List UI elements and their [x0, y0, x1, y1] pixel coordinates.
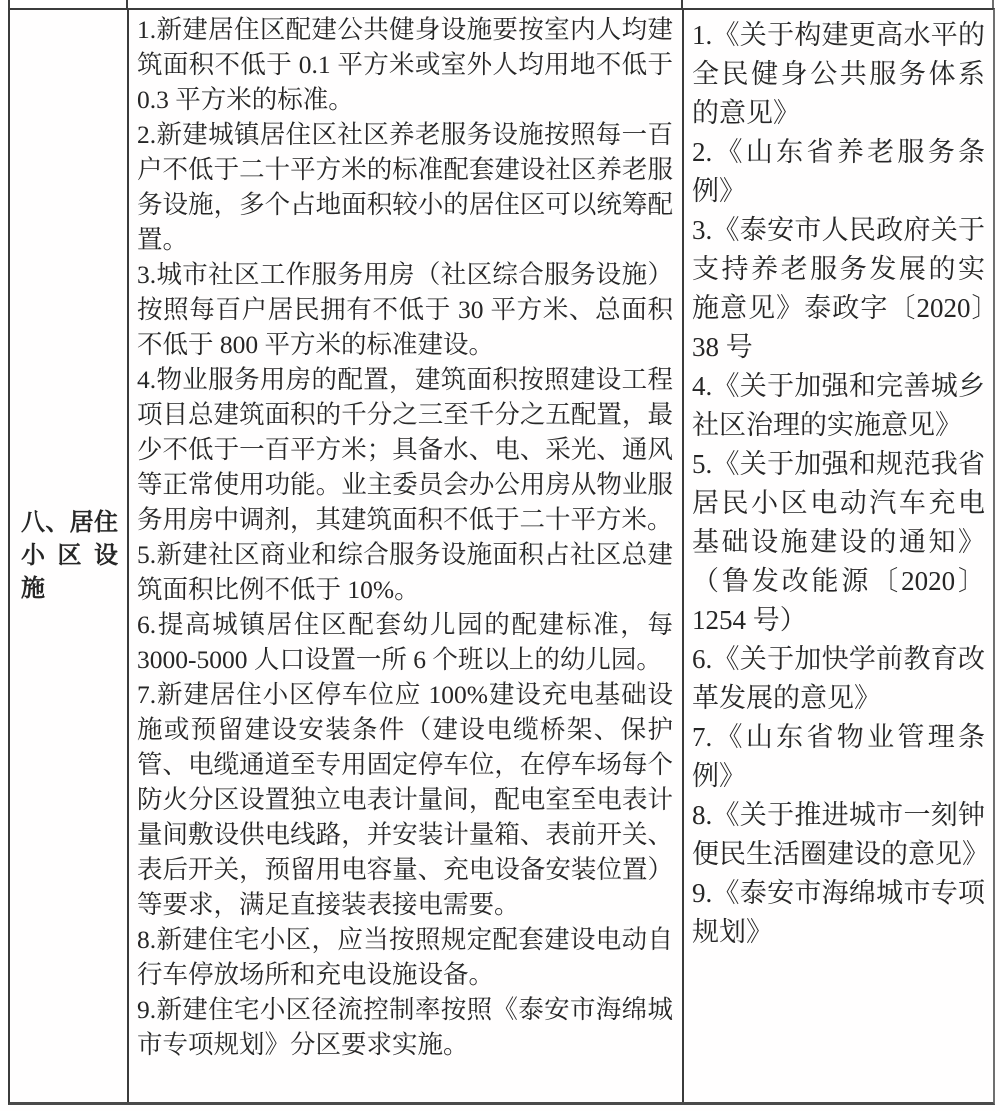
reference-item: 6.《关于加快学前教育改革发展的意见》: [692, 644, 985, 713]
requirement-item: 9.新建住宅小区径流控制率按照《泰安市海绵城市专项规划》分区要求实施。: [137, 995, 673, 1059]
references-cell: [684, 10, 993, 1102]
reference-item: 7.《山东省物业管理条例》: [692, 722, 985, 791]
requirement-item: 8.新建住宅小区，应当按照规定配套建设电动自行车停放场所和充电设施设备。: [137, 925, 673, 989]
requirement-item: 7.新建居住小区停车位应 100%建设充电基础设施或预留建设安装条件（建设电缆桥架、保护管、电缆通道至专用固定停车位，在停车场每个防火分区设置独立电表计量间，配电室至电表计量间敷设供电线路，并安装计量箱、表前开关、表后开关，预留用电容量、充电设备安装位置）等要求，满足直接装表接电需要。: [137, 680, 673, 919]
table-row-residential-facilities: [8, 8, 995, 1105]
row-header-cell: [10, 10, 129, 1102]
requirement-item: 2.新建城镇居住区社区养老服务设施按照每一百户不低于二十平方米的标准配套建设社区养老服务设施，多个占地面积较小的居住区可以统筹配置。: [137, 120, 673, 254]
row-header-line: 小区设: [21, 542, 118, 569]
requirement-item: 1.新建居住区配建公共健身设施要按室内人均建筑面积不低于 0.1 平方米或室外人均用地不低于 0.3 平方米的标准。: [137, 15, 673, 114]
row-header-label: [21, 507, 118, 606]
reference-item: 5.《关于加强和规范我省居民小区电动汽车充电基础设施建设的通知》（鲁发改能源〔2020〕1254 号）: [692, 449, 985, 635]
row-header-line: 八、居住: [21, 509, 118, 536]
reference-item: 4.《关于加强和完善城乡社区治理的实施意见》: [692, 371, 985, 440]
row-header-line: 施: [21, 575, 45, 602]
requirement-item: 6.提高城镇居住区配套幼儿园的配建标准，每 3000-5000 人口设置一所 6 个班以上的幼儿园。: [137, 610, 673, 674]
requirement-item: 4.物业服务用房的配置，建筑面积按照建设工程项目总建筑面积的千分之三至千分之五配置，最少不低于一百平方米；具备水、电、采光、通风等正常使用功能。业主委员会办公用房从物业服务用房中调剂，其建筑面积不低于二十平方米。: [137, 365, 673, 534]
reference-item: 1.《关于构建更高水平的全民健身公共服务体系的意见》: [692, 20, 985, 128]
requirement-item: 5.新建社区商业和综合服务设施面积占社区总建筑面积比例不低于 10%。: [137, 540, 673, 604]
reference-item: 2.《山东省养老服务条例》: [692, 137, 985, 206]
requirements-cell: [129, 10, 684, 1102]
requirement-item: 3.城市社区工作服务用房（社区综合服务设施）按照每百户居民拥有不低于 30 平方米、总面积不低于 800 平方米的标准建设。: [137, 260, 673, 359]
reference-item: 3.《泰安市人民政府关于支持养老服务发展的实施意见》泰政字〔2020〕38 号: [692, 215, 985, 362]
reference-item: 9.《泰安市海绵城市专项规划》: [692, 878, 985, 947]
reference-item: 8.《关于推进城市一刻钟便民生活圈建设的意见》: [692, 800, 989, 869]
